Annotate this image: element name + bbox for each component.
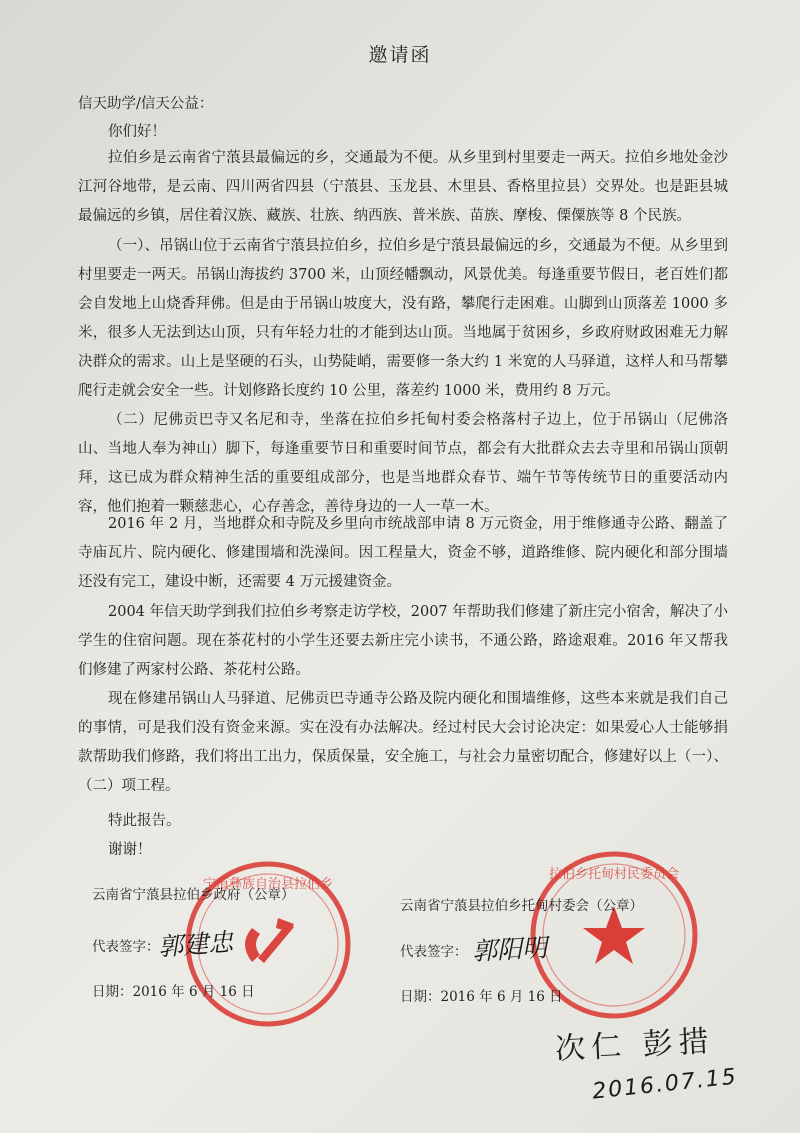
right-org-label: 云南省宁蒗县拉伯乡托甸村委会（公章） [400, 898, 643, 914]
paragraph-project-two: （二）尼佛贡巴寺又名尼和寺，坐落在拉伯乡托甸村委会格落村子边上，位于吊锅山（尼佛洛山、当地人奉为神山）脚下，每逢重要节日和重要时间节点，都会有大批群众去去寺里和吊锅山顶朝拜，这已成为群众精神生活的重要组成部分，也是当地群众春节、端午节等传统节日的重要活动内容，他们抱着一颗慈悲心，心存善念，善待身边的一人一草一木。 [78, 412, 728, 515]
right-rep-label: 代表签字： [400, 944, 468, 960]
paragraph-intro: 拉伯乡是云南省宁蒗县最偏远的乡，交通最为不便。从乡里到村里要走一两天。拉伯乡地处金沙江河谷地带，是云南、四川两省四县（宁蒗县、玉龙县、木里县、香格里拉县）交界处。也是距县城最偏远的乡镇，居住着汉族、藏族、壮族、纳西族、普米族、苗族、摩梭、傈僳族等 8 个民族。 [78, 150, 728, 224]
paragraph-funding: 2016 年 2 月，当地群众和寺院及乡里向市统战部申请 8 万元资金，用于维修通寺公路、翻盖了寺庙瓦片、院内硬化、修建围墙和洗澡间。因工程量大，资金不够，道路维修、院内硬化和部分围墙还没有完工，建设中断，还需要 4 万元援建资金。 [78, 516, 728, 590]
addressee: 信天助学/信天公益： [78, 96, 214, 112]
svg-text:宁蒗彝族自治县拉伯乡: 宁蒗彝族自治县拉伯乡 [202, 877, 334, 892]
document-title: 邀请函 [368, 44, 432, 66]
paragraph-history: 2004 年信天助学到我们拉伯乡考察走访学校，2007 年帮助我们修建了新庄完小宿舍，解决了小学生的住宿问题。现在茶花村的小学生还要去新庄完小读书，不通公路，路途艰难。2016 年又帮我们修建了两家村公路、茶花村公路。 [78, 604, 728, 678]
svg-text:拉伯乡托甸村民委员会: 拉伯乡托甸村民委员会 [548, 867, 680, 882]
handwritten-name: 次仁 彭措 [554, 1023, 716, 1068]
closing-thanks: 谢谢！ [108, 842, 152, 858]
paragraph-project-one: （一）、吊锅山位于云南省宁蒗县拉伯乡，拉伯乡是宁蒗县最偏远的乡，交通最为不便。从乡里到村里要走一两天。吊锅山海拔约 3700 米，山顶经幡飘动，风景优美。每逢重要节假日，老百姓们都会自发地上山烧香拜佛。但是由于吊锅山坡度大，没有路，攀爬行走困难。山脚到山顶落差 1000 多米，很多人无法到达山顶，只有年轻力壮的才能到达山顶。当地属于贫困乡，乡政府财政困难无力解决群众的需求。山上是坚硬的石头，山势陡峭，需要修一条大约 1 米宽的人马驿道，这样人和马帮攀爬行走就会安全一些。计划修路长度约 10 公里，落差约 1000 米，费用约 8 万元。 [78, 238, 728, 399]
greeting: 你们好！ [108, 124, 166, 140]
paragraph-request: 现在修建吊锅山人马驿道、尼佛贡巴寺通寺公路及院内硬化和围墙维修，这些本来就是我们自己的事情，可是我们没有资金来源。实在没有办法解决。经过村民大会讨论决定：如果爱心人士能够捐款帮助我们修路，我们将出工出力，保质保量，安全施工，与社会力量密切配合，修建好以上（一）、（二）项工程。 [78, 691, 728, 794]
closing-report: 特此报告。 [108, 813, 181, 829]
left-rep-label: 代表签字： [92, 939, 160, 955]
right-rep-signature: 郭阳明 [471, 933, 548, 966]
left-date: 日期：2016 年 6 月 16 日 [92, 984, 255, 1000]
left-rep-signature: 郭建忠 [157, 927, 235, 962]
handwritten-date: 2016.07.15 [591, 1064, 739, 1105]
left-org-label: 云南省宁蒗县拉伯乡政府（公章） [92, 887, 295, 903]
right-date: 日期：2016 年 6 月 16 日 [400, 989, 563, 1005]
